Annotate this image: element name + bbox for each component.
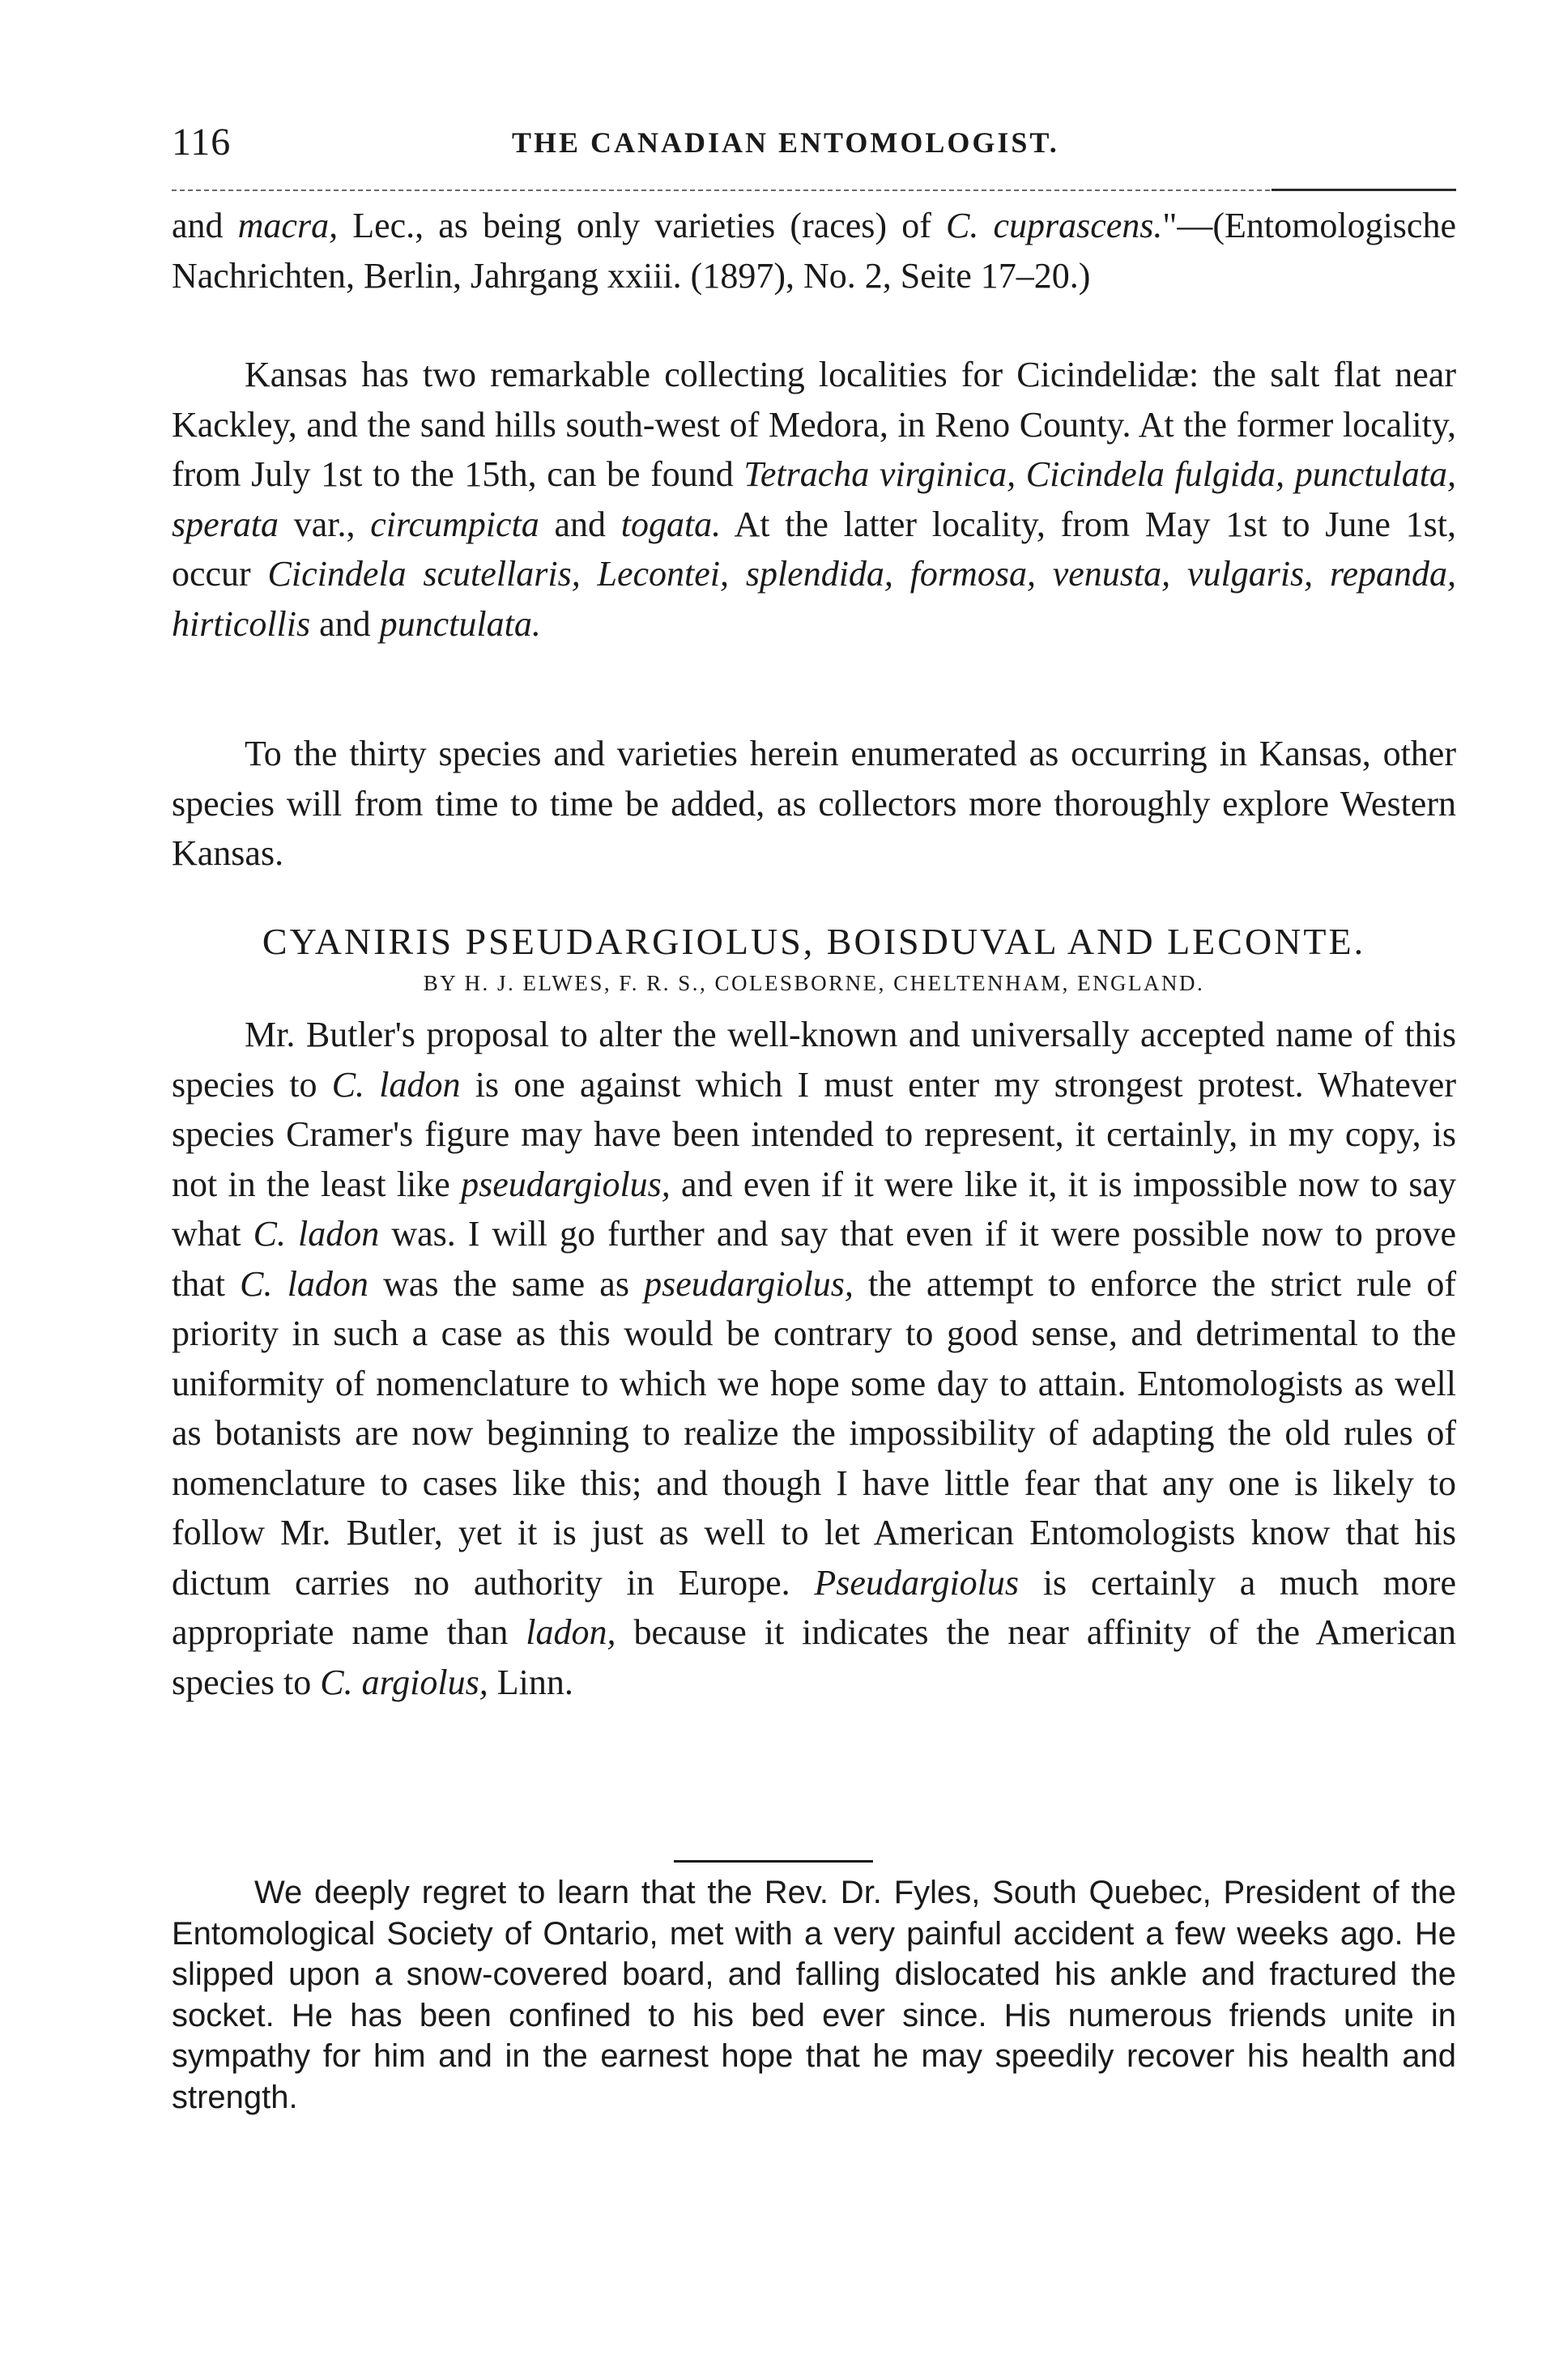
thirty-species-paragraph: To the thirty species and varieties herein enumerated as occurring in Kansas, other species will from time to time be added, as collectors more thoroughly explore Western Kansas. (172, 734, 1456, 873)
page-header (0, 0, 1542, 194)
article-title: CYANIRIS PSEUDARGIOLUS, BOISDUVAL AND LECONTE. (262, 921, 1366, 962)
fyles-note-paragraph: We deeply regret to learn that the Rev. Dr. Fyles, South Quebec, President of the Entomological Society of Ontario, met with a very painful accident a few weeks ago. He slipped upon a snow-covered board, and falling dislocated his ankle and fractured the socket. He has been confined to his bed ever since. His numerous friends unite in sympathy for him and in the earnest hope that he may speedily recover his health and strength. (172, 1875, 1456, 2115)
continuation-paragraph: and macra, Lec., as being only varieties (races) of C. cuprascens."—(Entomologische Nachrichten, Berlin, Jahrgang xxiii. (1897), No. 2, Seite 17–20.) (172, 206, 1456, 296)
header-rule-segment (1272, 189, 1456, 191)
running-head: THE CANADIAN ENTOMOLOGIST. (512, 126, 1059, 159)
header-rule (172, 189, 1456, 191)
article-byline: BY H. J. ELWES, F. R. S., COLESBORNE, CHELTENHAM, ENGLAND. (423, 971, 1205, 995)
section-divider (674, 1860, 873, 1863)
page-number: 116 (172, 121, 232, 164)
kansas-localities-paragraph: Kansas has two remarkable collecting localities for Cicindelidæ: the salt flat near Kackley, and the sand hills south-west of Medora, in Reno County. At the former locality, from July 1st to the 15th, can be found Tetracha virginica, Cicindela fulgida, punctulata, sperata var., circumpicta and togata. At the latter locality, from May 1st to June 1st, occur Cicindela scutellaris, Lecontei, splendida, formosa, venusta, vulgaris, repanda, hirticollis and punctulata. (172, 355, 1456, 644)
article-body: Mr. Butler's proposal to alter the well-known and universally accepted name of this species to C. ladon is one against which I must enter my strongest protest. Whatever species Cramer's figure may have been intended to represent, it certainly, in my copy, is not in the least like pseudargiolus, and even if it were like it, it is impossible now to say what C. ladon was. I will go further and say that even if it were possible now to prove that C. ladon was the same as pseudargiolus, the attempt to enforce the strict rule of priority in such a case as this would be contrary to good sense, and detrimental to the uniformity of nomenclature to which we hope some day to attain. Entomologists as well as botanists are now beginning to realize the impossibility of adapting the old rules of nomenclature to cases like this; and though I have little fear that any one is likely to follow Mr. Butler, yet it is just as well to let American Entomologists know that his dictum carries no authority in Europe. Pseudargiolus is certainly a much more appropriate name than ladon, because it indicates the near affinity of the American species to C. argiolus, Linn. (172, 1015, 1457, 1702)
